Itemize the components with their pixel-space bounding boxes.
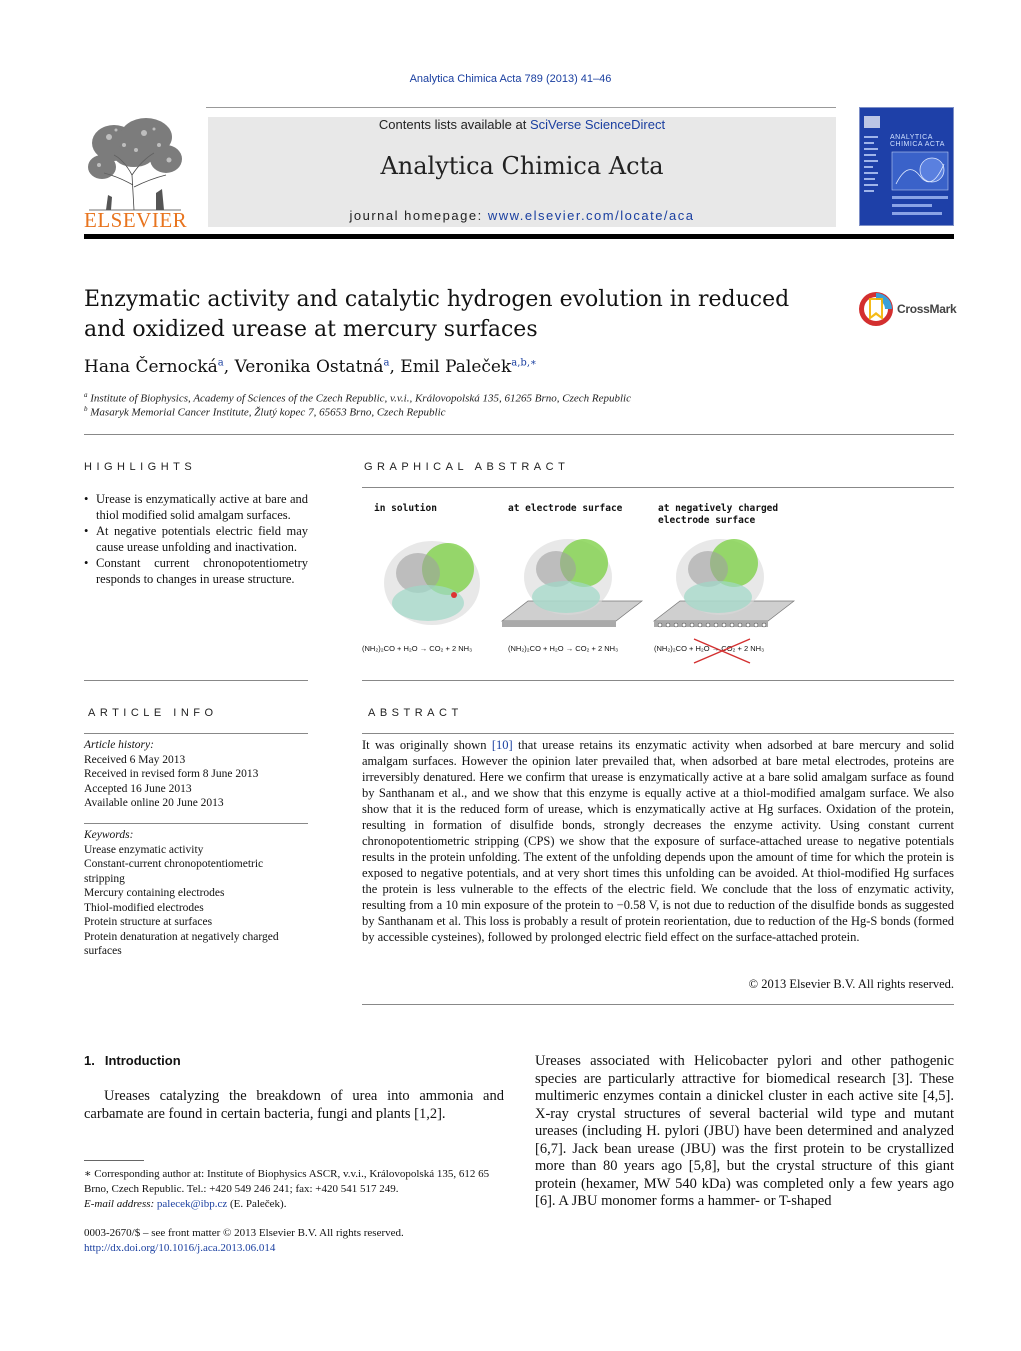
corresponding-author-footnote	[84, 1167, 504, 1212]
protein-negative-electrode-icon	[654, 539, 794, 627]
reaction-equation: (NH₂)₂CO + H₂O → CO₂ + 2 NH₃	[362, 644, 473, 653]
cover-title-line2: CHIMICA ACTA	[890, 141, 945, 148]
title-rule	[84, 434, 954, 435]
keyword-item: Protein denaturation at negatively charged	[84, 930, 279, 943]
intro-paragraph-left: Ureases catalyzing the breakdown of urea into ammonia and carbamate are found in certain bacteria, fungi and plants [1,2].	[84, 1088, 504, 1122]
keywords-label: Keywords:	[84, 829, 134, 841]
article-title: Enzymatic activity and catalytic hydrogen evolution in reduced and oxidized urease at mercury surfaces	[84, 287, 790, 342]
panel-label-negative-electrode	[658, 503, 778, 527]
sciencedirect-link[interactable]: SciVerse ScienceDirect	[529, 117, 666, 132]
citation-link[interactable]: [10]	[491, 738, 513, 752]
graphical-abstract-rule	[362, 487, 954, 488]
author-name: Emil Paleček	[400, 357, 512, 377]
journal-reference[interactable]: Analytica Chimica Acta 789 (2013) 41–46	[409, 73, 612, 85]
keyword-item: Protein structure at surfaces	[84, 916, 213, 928]
doi-link[interactable]: http://dx.doi.org/10.1016/j.aca.2013.06.014	[84, 1242, 276, 1254]
abstract-heading: ABSTRACT	[368, 707, 463, 719]
journal-cover-thumbnail[interactable]	[859, 107, 954, 226]
crossmark-badge[interactable]	[857, 290, 957, 330]
protein-structures-icon	[362, 533, 802, 633]
cover-artwork-icon	[890, 150, 950, 222]
cover-sidebar-icon	[862, 116, 884, 221]
highlights-heading: HIGHLIGHTS	[84, 461, 197, 473]
journal-title: Analytica Chimica Acta	[380, 152, 664, 180]
author-affiliation-marker[interactable]: a	[217, 357, 224, 369]
journal-homepage	[208, 208, 836, 223]
contents-line	[208, 117, 836, 132]
author-name: Veronika Ostatná	[234, 357, 384, 377]
section-number: 1.	[84, 1053, 95, 1068]
history-item: Received in revised form 8 June 2013	[84, 768, 259, 780]
email-suffix: (E. Paleček).	[227, 1198, 287, 1210]
panel-label-solution: in solution	[374, 503, 437, 514]
elsevier-wordmark: ELSEVIER	[84, 208, 188, 232]
keyword-item: stripping	[84, 872, 125, 885]
section-heading-introduction	[84, 1053, 191, 1068]
homepage-prefix: journal homepage:	[349, 208, 488, 223]
history-item: Received 6 May 2013	[84, 753, 186, 766]
reaction-equation: (NH₂)₂CO + H₂O → CO₂ + 2 NH₃	[508, 644, 619, 653]
keyword-item: Thiol-modified electrodes	[84, 901, 204, 914]
history-label: Article history:	[84, 739, 154, 751]
article-info-rule	[84, 733, 308, 734]
abstract-text-part: It was originally shown	[362, 738, 492, 752]
header-rule	[206, 107, 836, 108]
affiliation-marker: a	[84, 391, 88, 399]
issn-text: 0003-2670/$ – see front matter © 2013 Elsevier B.V. All rights reserved.	[84, 1227, 404, 1239]
email-label: E-mail address:	[84, 1198, 157, 1210]
keyword-item: Mercury containing electrodes	[84, 887, 225, 899]
affiliation-text: Masaryk Memorial Cancer Institute, Žlutý kopec 7, 65653 Brno, Czech Republic	[90, 406, 446, 419]
footnote-rule	[84, 1160, 144, 1161]
reaction-blocked-cross-icon	[692, 637, 752, 665]
keywords-rule	[84, 823, 308, 824]
email-link[interactable]: palecek@ibp.cz	[156, 1198, 228, 1210]
corresponding-author-text: ∗ Corresponding author at: Institute of Biophysics ASCR, v.v.i., Královopolská 135, 612 65 Brno, Czech Republic. Tel.: +420 549 246 241; fax: +420 541 517 249.	[84, 1168, 490, 1195]
cover-title-line1: ANALYTICA	[890, 134, 933, 141]
highlight-item: • Urease is enzymatically active at bare and thiol modified solid amalgam surfaces.	[84, 491, 308, 523]
author-list: Hana Černocká$^a$, Veronika Ostatná$^a$, Emil Paleček$^{a,b,∗}$	[84, 357, 537, 377]
graphical-abstract-figure	[362, 497, 802, 667]
keyword-item: surfaces	[84, 945, 122, 957]
highlight-item: • At negative potentials electric field may cause urease unfolding and inactivation.	[84, 523, 308, 555]
author-affiliation-marker[interactable]: a	[383, 357, 390, 369]
highlights-bottom-rule	[84, 680, 308, 681]
author-name: Hana Černocká	[84, 357, 218, 377]
elsevier-tree-icon	[84, 115, 186, 211]
homepage-link[interactable]: www.elsevier.com/locate/aca	[487, 208, 695, 223]
history-item: Available online 20 June 2013	[84, 797, 224, 809]
highlights-list	[84, 491, 308, 587]
affiliation	[84, 391, 631, 405]
affiliation-text: Institute of Biophysics, Academy of Sciences of the Czech Republic, v.v.i., Královopolská 135, 61265 Brno, Czech Republic	[90, 392, 631, 405]
panel-label-line: electrode surface	[658, 515, 756, 526]
protein-solution-icon	[384, 541, 480, 625]
email-line	[84, 1197, 504, 1212]
highlight-item: • Constant current chronopotentiometry responds to changes in urease structure.	[84, 555, 308, 587]
history-item: Accepted 16 June 2013	[84, 782, 192, 795]
graphical-abstract-bottom-rule	[362, 680, 954, 681]
abstract-text	[362, 737, 954, 945]
article-history	[84, 738, 308, 811]
crossmark-label: CrossMark	[897, 302, 957, 316]
keywords	[84, 828, 308, 959]
abstract-rule	[362, 733, 954, 734]
intro-paragraph-right: Ureases associated with Helicobacter pylori and other pathogenic species are particularly attractive for biomedical research [3]. These multimeric enzymes contain a dinickel cluster in each active site [4,5]. X-ray crystal structures of several bacterial wild type and mutant ureases (including H. pylori (JBU) have been determined and analyzed [6,7]. Jack bean urease (JBU) was the first protein to be crystallized more than 80 years ago [5,8], but the crystal structure of this giant protein (hexamer, MW 540 kDa) was completed only a few years ago [6]. A JBU monomer forms a hammer- or T-shaped	[535, 1053, 954, 1209]
crossmark-icon	[857, 290, 895, 328]
author-affiliation-marker[interactable]: a,b,∗	[511, 357, 537, 369]
contents-prefix: Contents lists available at	[378, 117, 530, 132]
affiliation-marker: b	[84, 405, 88, 413]
abstract-text-part: that urease retains its enzymatic activity when adsorbed at bare mercury and solid amalgam surfaces. However the opinion later prevailed that, when adsorbed at bare metal electrodes, proteins are irreversibly denatured. Here we confirm that urease is enzymatically active at a bare solid amalgam surface as found by Santhanam et al., and we show that this enzyme is equally active at a thiol-modified amalgam surface. We also show that it is the reduced form of urease, which is enzymatically active at Hg surfaces. Oxidation of the protein, resulting in formation of disulfide bonds, strongly decreases the enzyme activity. Using constant current chronopotentiometric stripping (CPS) we show that the exposure of surface-attached urease to negative potentials results in the protein unfolding. The extent of the unfolding depends upon the amount of time for which the protein is exposed to negative potentials, and at very short times this unfolding can be avoided. At thiol-modified Hg surfaces the protein is less vulnerable to the effects of the electric field. We conclude that the loss of enzymatic activity, resulting from a 10 min exposure of the protein to −0.58 V, is not due to reduction of the disulfide bonds as suggested by Santhanam et al. This loss is probably a result of protein reorientation, due to reduction of the Hg-S bonds (formed by accessible cysteines), followed by prolonged electric field effect on the surface-attached protein.	[362, 738, 954, 944]
panel-label-line: at negatively charged	[658, 503, 779, 514]
elsevier-logo	[84, 115, 186, 233]
protein-electrode-icon	[502, 539, 642, 627]
copyright-notice: © 2013 Elsevier B.V. All rights reserved.	[748, 977, 954, 991]
cover-title	[890, 134, 952, 148]
keyword-item: Constant-current chronopotentiometric	[84, 858, 264, 870]
panel-label-electrode: at electrode surface	[508, 503, 623, 514]
abstract-bottom-rule	[362, 1004, 954, 1005]
issn-block	[84, 1226, 504, 1256]
reaction-equation-blocked: (NH₂)₂CO + H₂O → CO₂ + 2 NH₃	[654, 644, 765, 653]
keyword-item: Urease enzymatic activity	[84, 843, 204, 856]
header-thick-rule	[84, 234, 954, 239]
affiliation	[84, 405, 446, 419]
section-title: Introduction	[104, 1053, 181, 1068]
article-info-heading: ARTICLE INFO	[88, 707, 218, 719]
graphical-abstract-heading: GRAPHICAL ABSTRACT	[364, 461, 570, 473]
